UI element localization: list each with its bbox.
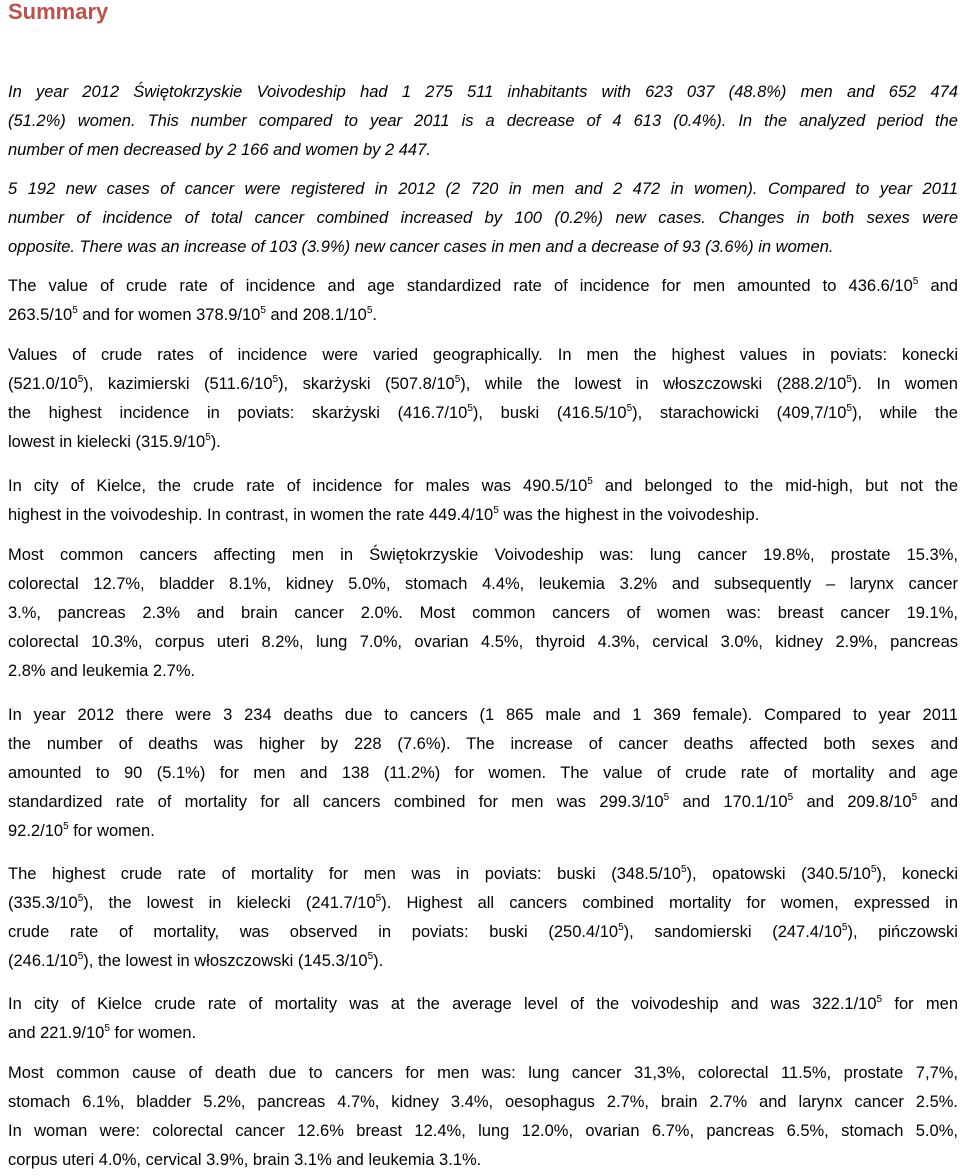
text-run: ), konecki [876,865,959,883]
text-run: 2.8% and leukemia 2.7%. [8,662,196,680]
text-line [8,1019,958,1048]
text-run: The value of crude rate of incidence and age standardized rate of incidence for men amounted to 436.6/10 [8,277,913,295]
text-line [8,1146,958,1175]
text-run: number of incidence of total cancer combined increased by 100 (0.2%) new cases. Changes in both sexes were [8,209,958,227]
text-line [8,1059,958,1088]
text-line [8,136,958,165]
text-run: lowest in kielecki (315.9/10 [8,433,206,451]
paragraph-kielce-incidence [8,472,958,530]
paragraph-geographic-incidence [8,341,958,457]
superscript-exponent: 5 [876,994,883,1005]
superscript-exponent: 5 [467,403,473,414]
superscript-exponent: 5 [272,374,279,385]
text-run: ), starachowicki (409,7/10 [632,404,847,422]
text-line [8,860,958,889]
text-run: In year 2012 Świętokrzyskie Voivodeship had 1 275 511 inhabitants with 623 037 (48.8%) men and 652 474 [8,83,958,101]
text-line [8,272,958,301]
paragraph-common-cancers [8,541,958,686]
text-line [8,472,958,501]
superscript-exponent: 5 [63,821,69,832]
text-run: ), sandomierski (247.4/10 [623,923,842,941]
text-run: (521.0/10 [8,375,78,393]
text-run: In woman were: colorectal cancer 12.6% breast 12.4%, lung 12.0%, ovarian 6.7%, pancreas 6.5%, stomach 5.0%, [8,1122,958,1140]
text-run: ), the lowest in kielecki (241.7/10 [83,894,376,912]
paragraph-deaths [8,701,958,846]
text-run: ), kazimierski (511.6/10 [83,375,273,393]
text-line [8,301,958,330]
text-run: (51.2%) women. This number compared to year 2011 is a decrease of 4 613 (0.4%). In the analyzed period the [8,112,958,130]
text-run: ). [210,433,221,451]
text-run: In year 2012 there were 3 234 deaths due to cancers (1 865 male and 1 369 female). Compared to year 2011 [8,706,958,724]
superscript-exponent: 5 [870,864,877,875]
text-run: ), the lowest in włoszczowski (145.3/10 [83,952,368,970]
superscript-exponent: 5 [680,864,687,875]
paragraph-mortality-poviats [8,860,958,976]
text-run: and 209.8/10 [793,793,912,811]
text-line [8,889,958,918]
text-line [8,570,958,599]
text-run: number of men decreased by 2 166 and women by 2 447. [8,141,431,159]
text-run: and [918,277,958,295]
text-line [8,990,958,1019]
text-line [8,204,958,233]
text-line [8,918,958,947]
text-run: for women. [68,822,155,840]
superscript-exponent: 5 [912,276,919,287]
text-run: the highest incidence in poviats: skarżyski (416.7/10 [8,404,468,422]
text-run: stomach 6.1%, bladder 5.2%, pancreas 4.7%, kidney 3.4%, oesophagus 2.7%, brain 2.7% and larynx cancer 2.5%. [8,1093,958,1111]
text-run: and 208.1/10 [265,306,367,324]
page-title: Summary [8,0,109,24]
superscript-exponent: 5 [846,403,852,414]
text-run: and for women 378.9/10 [77,306,261,324]
superscript-exponent: 5 [104,1023,110,1034]
superscript-exponent: 5 [375,893,382,904]
text-run: amounted to 90 (5.1%) for men and 138 (11.2%) for women. The value of crude rate of mortality and age [8,764,958,782]
superscript-exponent: 5 [366,305,373,316]
text-run: and 170.1/10 [669,793,788,811]
paragraph-incidence-rates [8,272,958,330]
text-run: ), while the [851,404,958,422]
text-line [8,599,958,628]
superscript-exponent: 5 [787,792,794,803]
text-run: and belonged to the mid-high, but not the [592,477,958,495]
superscript-exponent: 5 [77,893,84,904]
text-line [8,657,958,686]
text-run: (335.3/10 [8,894,78,912]
text-line [8,1117,958,1146]
superscript-exponent: 5 [663,792,670,803]
text-run: for women. [109,1024,197,1042]
superscript-exponent: 5 [841,922,848,933]
text-line [8,341,958,370]
superscript-exponent: 5 [846,374,852,385]
paragraph-kielce-mortality [8,990,958,1048]
superscript-exponent: 5 [72,305,78,316]
text-line [8,370,958,399]
text-line [8,628,958,657]
text-run: ), while the lowest in włoszczowski (288.2/10 [460,375,847,393]
text-run: and [917,793,958,811]
superscript-exponent: 5 [618,922,624,933]
text-run: was the highest in the voivodeship. [498,506,760,524]
text-run: 3.%, pancreas 2.3% and brain cancer 2.0%. Most common cancers of women was: breast cancer 19.1%, [8,604,958,622]
text-run: ), pińczowski [847,923,958,941]
text-run: corpus uteri 4.0%, cervical 3.9%, brain 3.1% and leukemia 3.1%. [8,1151,482,1169]
superscript-exponent: 5 [493,505,499,516]
text-run: Most common cause of death due to cancers for men was: lung cancer 31,3%, colorectal 11.5%, prostate 7,7%, [8,1064,958,1082]
superscript-exponent: 5 [260,305,266,316]
text-line [8,701,958,730]
text-run: ), opatowski (340.5/10 [686,865,871,883]
superscript-exponent: 5 [367,951,374,962]
text-line [8,817,958,846]
superscript-exponent: 5 [77,374,84,385]
text-line [8,78,958,107]
superscript-exponent: 5 [626,403,633,414]
superscript-exponent: 5 [911,792,918,803]
text-run: 263.5/10 [8,306,73,324]
text-line [8,759,958,788]
paragraph-population [8,78,958,165]
text-line [8,947,958,976]
text-run: highest in the voivodeship. In contrast, in women the rate 449.4/10 [8,506,494,524]
text-run: for men [882,995,958,1013]
text-run: The highest crude rate of mortality for men was in poviats: buski (348.5/10 [8,865,681,883]
text-run: opposite. There was an increase of 103 (3.9%) new cancer cases in men and a decrease of 93 (3.6%) in women. [8,238,834,256]
text-run: ), skarżyski (507.8/10 [278,375,455,393]
text-run: Most common cancers affecting men in Świętokrzyskie Voivodeship was: lung cancer 19.8%, prostate 15.3%, [8,546,958,564]
text-run: In city of Kielce, the crude rate of incidence for males was 490.5/10 [8,477,588,495]
paragraph-common-deaths [8,1059,958,1175]
text-line [8,428,958,457]
text-run: crude rate of mortality, was observed in poviats: buski (250.4/10 [8,923,619,941]
superscript-exponent: 5 [454,374,461,385]
text-line [8,730,958,759]
superscript-exponent: 5 [77,951,84,962]
text-run: standardized rate of mortality for all cancers combined for men was 299.3/10 [8,793,664,811]
text-line [8,175,958,204]
text-run: 92.2/10 [8,822,64,840]
text-run: In city of Kielce crude rate of mortality was at the average level of the voivodeship and was 322.1/10 [8,995,877,1013]
text-run: and 221.9/10 [8,1024,105,1042]
text-line [8,541,958,570]
text-run: ), buski (416.5/10 [472,404,627,422]
text-run: ). In women [851,375,958,393]
text-line [8,501,958,530]
text-run: ). [373,952,384,970]
text-line [8,107,958,136]
superscript-exponent: 5 [587,476,593,487]
text-run: Values of crude rates of incidence were varied geographically. In men the highest values in poviats: konecki [8,346,958,364]
text-line [8,1088,958,1117]
text-run: (246.1/10 [8,952,78,970]
text-run: 5 192 new cases of cancer were registered in 2012 (2 720 in men and 2 472 in women). Compared to year 2011 [8,180,958,198]
text-run: colorectal 12.7%, bladder 8.1%, kidney 5.0%, stomach 4.4%, leukemia 3.2% and subsequently – larynx cancer [8,575,958,593]
superscript-exponent: 5 [205,432,211,443]
text-run: ). Highest all cancers combined mortality for women, expressed in [381,894,958,912]
text-run: . [372,306,377,324]
text-line [8,788,958,817]
text-run: the number of deaths was higher by 228 (7.6%). The increase of cancer deaths affected both sexes and [8,735,958,753]
text-line [8,399,958,428]
text-line [8,233,958,262]
paragraph-new-cases [8,175,958,262]
text-run: colorectal 10.3%, corpus uteri 8.2%, lung 7.0%, ovarian 4.5%, thyroid 4.3%, cervical 3.0%, kidney 2.9%, pancreas [8,633,958,651]
